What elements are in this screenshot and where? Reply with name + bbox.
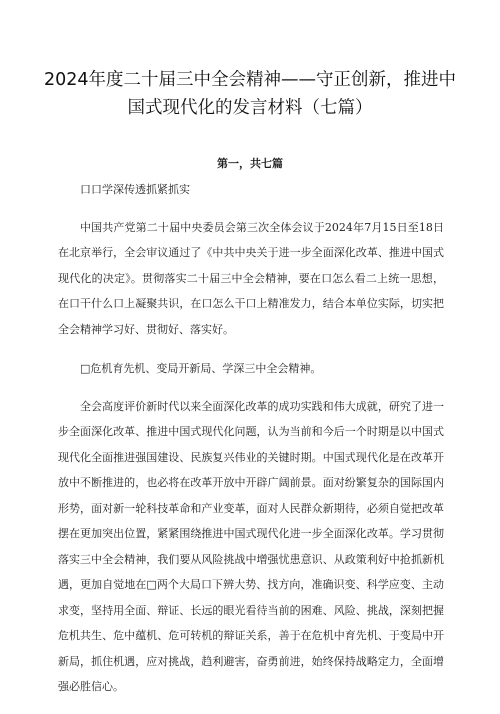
paragraph-heading: □危机育先机、变局开新局、学深三中全会精神。: [80, 362, 322, 375]
paragraph-main: 全会高度评价新时代以来全面深化改革的成功实践和伟大成就，研究了进一步全面深化改革、推进中国式现代化问题，认为当前和今后一个时期是以中国式现代化全面推进强国建设、民族复兴伟业的关键时期。中国式现代化是在改革开放中不断推进的，也必将在改革开放中开辟广阔前景。面对纷繁复杂的国际国内形势，面对新一轮科技革命和产业变革，面对人民群众新期待，必须自觉把改革摆在更加突出位置，紧紧围绕推进中国式现代化进一步全面深化改革。学习贯彻落实三中全会精神，我们要从风险挑战中增强忧患意识、从政策利好中抢抓新机遇，更加自觉地在□两个大局口下辨大势、找方向，准确识变、科学应变、主动求变，坚持用全面、辩证、长远的眼光看待当前的困难、风险、挑战，深刻把握危机共生、危中蕴机、危可转机的辩证关系，善于在危机中育先机、于变局中开新局，抓住机遇，应对挑战，趋利避害，奋勇前进，始终保持战略定力，全面增强必胜信心。: [58, 399, 444, 693]
section-heading: 第一，共七篇: [217, 157, 283, 170]
title-line-2: 国式现代化的发言材料（七篇）: [127, 98, 373, 118]
title-line-1: 2024年度二十届三中全会精神——守正创新，推进中: [43, 70, 457, 90]
paragraph-intro: 中国共产党第二十届中央委员会第三次全体会议于2024年7月15日至18日在北京举行，全会审议通过了《中共中央关于进一步全面深化改革、推进中国式现代化的决定》。贯彻落实二十届三中全会精神，要在口怎么看二上统一思想，在口干什么口上凝聚共识，在口怎么干口上精准发力，结合本单位实际，切实把全会精神学习好、贯彻好、落实好。: [58, 220, 444, 336]
paragraph-lead: 口口学深传透抓紧抓实: [80, 183, 190, 196]
document-title: [40, 66, 460, 122]
document-body: [58, 177, 444, 714]
